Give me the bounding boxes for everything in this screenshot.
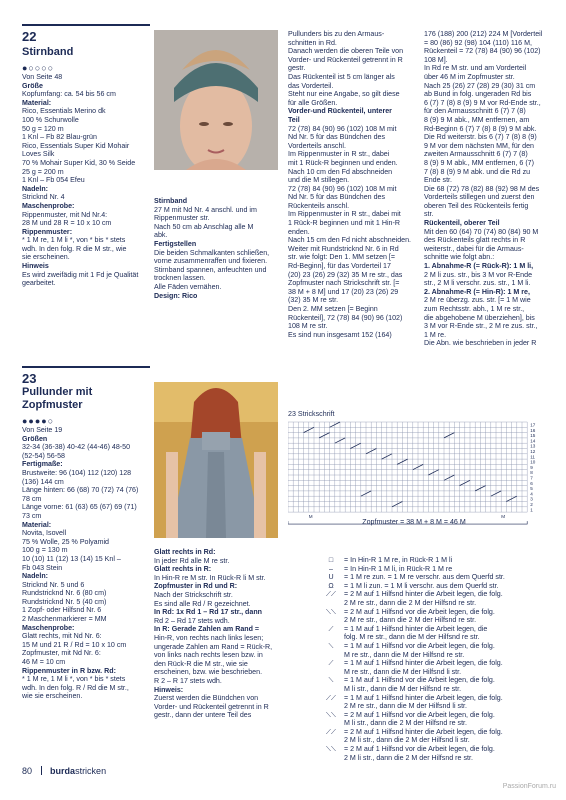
stitch-symbol-icon: U: [328, 573, 334, 582]
text-line: Nach 25 (26) 27 (28) 29 (30) 31 cm: [424, 81, 536, 90]
stitch-symbol-icon: ⟋: [328, 624, 334, 633]
legend-text: [344, 711, 558, 728]
text-line: 1 M re.: [424, 330, 447, 339]
legend-text: [344, 728, 558, 745]
legend-text: [344, 582, 558, 591]
chart-row-number: 4: [530, 491, 533, 497]
text-line: vorne zusammenraffen und fixieren.: [154, 257, 268, 266]
text-line: * 1 M re, 1 M li *, von * bis * stets: [22, 236, 126, 245]
text-line: (32) 35 M re str.: [288, 296, 339, 305]
section-title-line1: Pullunder mit: [22, 386, 93, 398]
text-line: Rd-Beginn], für das Vorderteil 17: [288, 262, 391, 271]
chart-row-number: 16: [530, 427, 536, 433]
footer-divider: [41, 766, 42, 775]
legend-text: [344, 745, 558, 762]
text-line: Ende str.: [424, 176, 452, 185]
text-line: zweiten Armausschnitt 6 (7) 7 (8): [424, 150, 528, 159]
text-line: Im Rippenmuster in R str., dabei: [288, 150, 390, 159]
subheading: Fertigmaße:: [22, 460, 63, 469]
stitch-symbol-icon: ⟍⟍: [326, 710, 336, 719]
text-line: (52-54) 56-58: [22, 451, 65, 460]
stitch-symbol-icon: ⟍⟍: [326, 607, 336, 616]
legend-text: [344, 694, 558, 711]
text-line: des Rückenteils glatt rechts in R: [424, 236, 526, 245]
text-line: erscheinen, bzw. wie beschrieben.: [154, 668, 263, 677]
legend-text: [344, 625, 558, 642]
subheading: Größe: [22, 81, 43, 90]
subheading: In R: Gerade Zahlen am Rand =: [154, 625, 260, 634]
text-line: Zopfmuster nach Strickschrift str. [=: [288, 279, 400, 288]
chart-marker-label: M: [501, 514, 506, 520]
legend-line: = 2 M auf 1 Hilfsnd hinter die Arbeit legen, die folg.: [344, 590, 503, 599]
text-line: 78 cm: [22, 494, 42, 503]
text-column-4: [424, 30, 560, 348]
subheading: Vorder-und Rückenteil, unterer: [288, 107, 392, 116]
text-line: 100 g = 130 m: [22, 546, 68, 555]
brand-suffix: stricken: [75, 766, 107, 776]
text-line: Rd 2 – Rd 17 stets wdh.: [154, 616, 230, 625]
text-line: wdh. In den folg. R / Rd die M str.,: [22, 683, 129, 692]
text-block: [154, 686, 282, 720]
legend-row: [318, 659, 558, 676]
text-line: mit 1 Rück-R beginnen und enden.: [288, 158, 398, 167]
stitch-symbol-icon: ⟍: [328, 641, 334, 650]
text-line: weiterstr., dabei für die Armaus-: [424, 244, 524, 253]
text-line: Es sind alle Rd / R gezeichnet.: [154, 599, 251, 608]
text-line: ungerade Zahlen am Rand = Rück-R,: [154, 642, 273, 651]
chart-row-number: 1: [530, 507, 533, 513]
text-line: = 80 (86) 92 (98) 104 (110) 116 M,: [424, 38, 532, 47]
subheading: Maschenprobe:: [22, 623, 75, 632]
text-line: str., 2 M li verschr. zus. str., 1 M li.: [424, 279, 531, 288]
stitch-symbol-icon: Ω: [328, 581, 334, 590]
legend-line: = In Hin-R 1 M re, in Rück-R 1 M li: [344, 556, 453, 564]
legend-row: [318, 642, 558, 659]
text-line: ab Bund in folg. ungeraden Rd bis: [424, 90, 532, 99]
subheading: Glatt rechts in R:: [154, 565, 212, 574]
text-line: Novita, Isovell: [22, 529, 67, 538]
legend-row: [318, 745, 558, 762]
legend-line: M li str., dann die 2 M der Hilfsnd re str.: [344, 719, 468, 728]
legend-line: = 1 M auf 1 Hilfsnd hinter die Arbeit legen, die: [344, 624, 488, 633]
text-line: und die M stillegen.: [288, 176, 350, 185]
text-line: zum Rechtsstr. abh., 1 M re str.,: [424, 305, 525, 313]
chart-row-number: 5: [530, 486, 533, 492]
legend-line: = 2 M auf 1 Hilfsnd vor die Arbeit legen, die folg.: [344, 710, 495, 719]
text-block: [288, 90, 418, 107]
text-line: Mit den 60 (64) 70 (74) 80 (84) 90 M: [424, 227, 539, 236]
text-block: [288, 30, 418, 90]
text-line: Die Abn. wie beschrieben in jeder R: [424, 339, 537, 348]
text-line: Rundstricknd Nr. 6 (80 cm): [22, 589, 107, 598]
text-line: schnitte wie folgt abn.:: [424, 253, 495, 262]
subheading: Material:: [22, 98, 52, 107]
text-line: 108 M].: [424, 55, 448, 64]
legend-line: = 1 M re zun. = 1 M re verschr. aus dem Querfd str.: [344, 573, 505, 582]
text-line: 2 M re überzg. zus. str. [= 1 M wie: [424, 296, 531, 305]
subheading: 2. Abnahme-R (= Hin-R): 1 M re,: [424, 287, 530, 296]
text-line: Rd-Beginn 6 (7) 7 (8) 8 (9) 9 M abk.: [424, 124, 537, 133]
legend-line: = 2 M auf 1 Hilfsnd vor die Arbeit legen, die folg.: [344, 745, 495, 754]
text-blocks: [154, 197, 282, 300]
text-line: 2 M li zus. str., bis 3 M vor R-Ende: [424, 270, 533, 279]
brand-name: burda: [50, 766, 76, 776]
section-23-col2: [154, 548, 282, 720]
text-line: Vorderteils anschl.: [288, 141, 346, 150]
chart-caption: Zopfmuster = 38 M + 8 M = 46 M: [362, 518, 466, 526]
subheading: Stirnband: [154, 197, 188, 205]
chart-row-number: 2: [530, 502, 533, 507]
legend-text: [344, 565, 558, 574]
legend-text: [344, 676, 558, 693]
text-block: [154, 292, 282, 301]
text-line: 6 (7) 7 (8) 8 (9) 9 M vor Rd-Ende str.,: [424, 98, 541, 107]
text-line: Es wird zweifädig mit 1 Fd je Qualität: [22, 270, 139, 279]
stitch-symbol-icon: ⟋⟋: [326, 590, 336, 599]
text-line: gearbeitet.: [22, 279, 56, 288]
pullunder-photo: [154, 382, 278, 538]
legend-row: [318, 728, 558, 745]
text-line: Das Rückenteil ist 5 cm länger als: [288, 72, 395, 81]
text-line: sie erscheinen.: [22, 253, 70, 262]
text-line: Danach werden die oberen Teile von: [288, 47, 404, 56]
text-line: 1 Knl – Fb 054 Efeu: [22, 176, 85, 185]
text-block: [154, 240, 282, 266]
text-line: 108 M re str.: [288, 322, 328, 331]
text-block: [22, 435, 150, 667]
difficulty-rating: ●○○○○: [22, 63, 55, 73]
chart-row-number: 8: [530, 470, 533, 476]
text-line: 176 (188) 200 (212) 224 M [Vorderteil: [424, 30, 543, 38]
stitch-symbol-icon: □: [328, 556, 334, 564]
text-line: Nd Nr. 5 für das Bündchen des: [288, 193, 386, 202]
subheading: Zopfmuster in Rd und R:: [154, 582, 238, 591]
legend-line: 2 M re str., dann die 2 M der Hilfsnd re str.: [344, 598, 477, 607]
text-block: [154, 548, 282, 582]
text-line: Rico, Essentials Merino dk: [22, 107, 106, 116]
text-line: (136) 144 cm: [22, 477, 64, 486]
text-line: 100 % Schurwolle: [22, 115, 79, 124]
legend-text: [344, 642, 558, 659]
legend-text: [344, 590, 558, 607]
text-line: abk.: [154, 231, 168, 240]
text-line: (20) 23 (26) 29 (32) 35 M re str., das: [288, 270, 403, 279]
text-line: Alle Fäden vernähen.: [154, 282, 222, 291]
text-line: Vorder- und Rückenteil getrennt in R: [288, 55, 403, 64]
text-line: 38 M + 8 M] und 17 (20) 23 (26) 29: [288, 287, 399, 296]
section-23-col1: [22, 372, 150, 701]
text-line: Länge hinten: 66 (68) 70 (72) 74 (76): [22, 486, 139, 495]
text-blocks: [288, 30, 418, 339]
text-line: str.: [424, 210, 434, 219]
page-footer: [22, 766, 106, 776]
legend-line: M re str., dann die M der Hilfsnd li str.: [344, 667, 462, 676]
text-block: [154, 197, 282, 240]
legend-text: [344, 608, 558, 625]
legend-line: = In Hin-R 1 M li, in Rück-R 1 M re: [344, 564, 453, 573]
chart-row-number: 10: [530, 459, 536, 465]
legend-row: [318, 694, 558, 711]
text-blocks: [22, 82, 150, 288]
text-line: str. wie folgt: Den 1. MM setzen [=: [288, 253, 396, 262]
subheading: Material:: [22, 520, 52, 529]
text-line: Die Rd weiterstr. bis 6 (7) 7 (8) 8 (9): [424, 133, 537, 142]
text-line: 32-34 (36-38) 40-42 (44-46) 48-50: [22, 443, 131, 452]
section-title-line2: Zopfmuster: [22, 399, 83, 411]
text-line: Rippenmuster str.: [154, 214, 210, 223]
legend-row: [318, 625, 558, 642]
chart-row-number: 14: [530, 438, 536, 444]
text-line: Fb 043 Stein: [22, 563, 63, 572]
text-line: 27 M mit Nd Nr. 4 anschl. und im: [154, 205, 257, 214]
legend-text: [344, 556, 558, 565]
chart-row-number: 7: [530, 475, 533, 481]
text-line: 2 Maschenmarkierer = MM: [22, 615, 107, 624]
subheading: Design: Rico: [154, 291, 198, 300]
text-line: gestr.: [288, 64, 306, 73]
text-line: schnitten in Rd.: [288, 38, 337, 47]
legend-line: = 1 M auf 1 Hilfsnd hinter die Arbeit legen, die folg.: [344, 659, 503, 668]
text-line: Rundstricknd Nr. 5 (40 cm): [22, 597, 107, 606]
text-line: Den 2. MM setzen [= Beginn: [288, 305, 378, 313]
chart-marker-label: M: [308, 514, 313, 520]
legend-row: [318, 711, 558, 728]
text-line: Im Rippenmuster in R str., dabei mit: [288, 210, 401, 219]
text-block: [154, 582, 282, 685]
section-title: Stirnband: [22, 46, 74, 58]
legend-line: M re str., dann die M der Hilfsnd re str.: [344, 650, 465, 659]
stitch-symbol-icon: ⟋⟋: [326, 693, 336, 702]
text-line: 3 M vor R-Ende str., 2 M re zus. str.,: [424, 322, 538, 331]
text-blocks: [424, 30, 560, 348]
text-block: [22, 82, 150, 228]
text-line: * 1 M re, 1 M li *, von * bis * stets: [22, 675, 126, 684]
text-line: das Vorderteil.: [288, 81, 334, 90]
subheading: Glatt rechts in Rd:: [154, 548, 216, 556]
chart-row-number: 6: [530, 480, 533, 486]
text-line: gestr., dann der untere Teil des: [154, 711, 252, 720]
text-line: Glatt rechts, mit Nd Nr. 6:: [22, 632, 102, 641]
text-line: Rico, Essentials Super Kid Mohair: [22, 141, 130, 150]
legend-line: = 1 M auf 1 Hilfsnd vor die Arbeit legen, die folg.: [344, 641, 495, 650]
subheading: Maschenprobe:: [22, 201, 75, 210]
text-line: 7 (8) 8 (9) 9 M abk. und die Rd zu: [424, 167, 531, 176]
text-line: 9 M vor dem nächsten MM, für den: [424, 141, 534, 150]
text-block: [22, 667, 150, 701]
subheading: Fertigstellen: [154, 239, 197, 248]
text-line: 28 M und 28 R = 10 x 10 cm: [22, 219, 112, 228]
text-line: Die 68 (72) 78 (82) 88 (92) 98 M des: [424, 184, 540, 193]
text-line: In jeder Rd alle M re str.: [154, 556, 230, 565]
stitch-symbol-icon: ⟍⟍: [326, 745, 336, 754]
text-line: den Rück-R die M str., wie sie: [154, 659, 248, 668]
subheading: Größen: [22, 434, 48, 443]
text-line: Steht nur eine Angabe, so gilt diese: [288, 90, 400, 99]
text-line: 25 g = 200 m: [22, 167, 64, 176]
legend-line: folg. M re str., dann die M der Hilfsnd re str.: [344, 633, 480, 642]
text-line: trocknen lassen.: [154, 274, 206, 283]
page-number: 80: [22, 766, 33, 776]
text-line: Stirnband spannen, anfeuchten und: [154, 265, 267, 274]
legend-line: = 1 M li zun. = 1 M li verschr. aus dem Querfd str.: [344, 581, 499, 590]
text-line: für den Armausschnitt 6 (7) 7 (8): [424, 107, 526, 116]
subheading: Hinweis: [22, 262, 49, 271]
subheading: 1. Abnahme-R (= Rück-R): 1 M li,: [424, 262, 534, 271]
text-line: über 46 M im Zopfmuster str.: [424, 72, 515, 81]
text-line: Rückenteils anschl.: [288, 201, 350, 210]
subheading: Rückenteil, oberer Teil: [424, 219, 500, 228]
legend-row: [318, 676, 558, 693]
chart-row-number: 12: [530, 449, 536, 454]
text-block: [22, 228, 150, 262]
subheading: Rippenmuster:: [22, 227, 73, 236]
section-rule: [22, 366, 150, 368]
text-line: Pullunders bis zu den Armaus-: [288, 30, 385, 38]
text-line: Brustweite: 96 (104) 112 (120) 128: [22, 468, 132, 477]
legend-row: [318, 590, 558, 607]
text-line: In Rd re M str. und am Vorderteil: [424, 64, 527, 73]
text-line: Loves Silk: [22, 150, 55, 159]
text-block: [424, 219, 560, 348]
legend-row: [318, 565, 558, 574]
text-block: [154, 283, 282, 292]
chart-row-number: 11: [530, 454, 535, 460]
text-block: [22, 262, 150, 288]
text-blocks: [22, 435, 150, 701]
legend-line: 2 M re str., dann die M der Hilfsnd li str.: [344, 702, 468, 711]
chart-row-number: 13: [530, 443, 536, 449]
section-number: 23: [22, 371, 37, 386]
legend-row: [318, 573, 558, 582]
subheading: Nadeln:: [22, 572, 49, 581]
text-line: R 2 – R 17 stets wdh.: [154, 676, 222, 685]
chart-row-number: 3: [530, 496, 533, 502]
chart-title: 23 Strickschrift: [288, 410, 335, 418]
legend-row: [318, 608, 558, 625]
legend-text: [344, 573, 558, 582]
text-blocks: [154, 548, 282, 720]
text-line: Rippenmuster, mit Nd Nr.4:: [22, 210, 108, 219]
text-line: von links nach rechts lesen bzw. in: [154, 651, 263, 660]
difficulty-rating: ●●●●○: [22, 416, 55, 426]
chart-row-number: 9: [530, 464, 533, 470]
text-line: 72 (78) 84 (90) 96 (102) 108 M mit: [288, 184, 397, 193]
text-line: Nd Nr. 5 für das Bündchen des: [288, 133, 386, 142]
subheading: Nadeln:: [22, 184, 49, 193]
section-rule: [22, 24, 150, 26]
text-line: Zopfmuster, mit Nd Nr. 6:: [22, 649, 101, 658]
text-line: 15 M und 21 R / Rd = 10 x 10 cm: [22, 640, 127, 649]
subheading: Hinweis:: [154, 685, 184, 694]
stitch-symbol-icon: –: [329, 564, 333, 573]
text-line: Nach 10 cm den Fd abschneiden: [288, 167, 393, 176]
text-line: 73 cm: [22, 511, 42, 520]
text-line: wie sie erscheinen.: [22, 692, 83, 701]
text-column-3: [288, 30, 418, 339]
legend-row: [318, 556, 558, 565]
section-number: 22: [22, 29, 37, 44]
subheading: In Rd: 1x Rd 1 – Rd 17 str., dann: [154, 608, 263, 617]
text-line: Nach der Strickschrift str.: [154, 590, 233, 599]
text-line: 46 M = 10 cm: [22, 658, 66, 667]
text-line: 70 % Mohair Super Kid, 30 % Seide: [22, 158, 136, 167]
text-line: Weiter mit Rundstricknd Nr. 6 in Rd: [288, 244, 399, 253]
text-line: Rückenteil = 72 (78) 84 (90) 96 (102): [424, 47, 541, 56]
text-line: 75 % Wolle, 25 % Polyamid: [22, 537, 110, 546]
page-reference: Von Seite 48: [22, 73, 63, 81]
legend-text: [344, 659, 558, 676]
text-line: In Hin-R re M str. In Rück-R li M str.: [154, 573, 266, 582]
text-line: die abgehobene M überziehen], bis: [424, 313, 535, 322]
legend-line: = 1 M auf 1 Hilfsnd vor die Arbeit legen, die folg.: [344, 676, 495, 685]
text-line: Stricknd Nr. 4: [22, 193, 65, 202]
symbol-legend: [318, 556, 558, 762]
text-line: Nach 15 cm den Fd nicht abschneiden.: [288, 236, 412, 245]
stitch-symbol-icon: ⟋⟋: [326, 727, 336, 736]
text-line: Vorder- und Rückenteil getrennt in R: [154, 702, 269, 711]
section-22-col2: [154, 197, 282, 300]
text-line: oberen Teil des Rückenteils fertig: [424, 201, 529, 210]
text-line: Stricknd Nr. 5 und 6: [22, 580, 85, 589]
legend-line: = 2 M auf 1 Hilfsnd vor die Arbeit legen, die folg.: [344, 607, 495, 616]
text-line: enden.: [288, 227, 310, 236]
text-line: Nach 50 cm ab Anschlag alle M: [154, 222, 254, 231]
subheading: Teil: [288, 115, 300, 124]
legend-line: 2 M li str., dann die 2 M der Hilfsnd re str.: [344, 753, 473, 762]
legend-line: = 2 M auf 1 Hilfsnd hinter die Arbeit legen, die folg.: [344, 727, 503, 736]
text-block: [424, 30, 560, 219]
text-block: [154, 266, 282, 283]
legend-row: [318, 582, 558, 591]
legend-line: M li str., dann die M der Hilfsnd re str.: [344, 684, 462, 693]
watermark: PassionForum.ru: [502, 783, 556, 790]
text-line: Es sind nun insgesamt 152 (164): [288, 330, 392, 339]
page-reference: Von Seite 19: [22, 426, 63, 434]
legend-line: = 1 M auf 1 Hilfsnd hinter die Arbeit legen, die folg.: [344, 693, 503, 702]
text-line: Rückenteil], 72 (78) 84 (90) 96 (102): [288, 313, 403, 322]
text-line: 50 g = 120 m: [22, 124, 64, 133]
legend-line: 2 M re str., dann die 2 M der Hilfsnd re str.: [344, 616, 477, 625]
text-line: 72 (78) 84 (90) 96 (102) 108 M mit: [288, 124, 397, 133]
stitch-symbol-icon: ⟋: [328, 659, 334, 668]
text-block: [288, 107, 418, 339]
legend-line: 2 M li str., dann die 2 M der Hilfsnd li str.: [344, 736, 470, 745]
text-line: 8 (9) 9 M abk., MM entfernen, am: [424, 115, 530, 124]
text-line: 1 Zopf- oder Hilfsnd Nr. 6: [22, 606, 102, 615]
text-line: 8 (9) 9 M abk., MM entfernen, 6 (7): [424, 158, 534, 167]
text-line: Kopfumfang: ca. 54 bis 56 cm: [22, 90, 116, 99]
text-line: für alle Größen.: [288, 98, 338, 107]
chart-row-number: 15: [530, 433, 536, 439]
text-line: 10 (10) 11 (12) 13 (14) 15 Knl –: [22, 554, 121, 563]
text-line: 1 Knl – Fb 82 Blau-grün: [22, 133, 97, 142]
text-line: Zuerst werden die Bündchen von: [154, 694, 259, 703]
headband-photo: [154, 30, 278, 170]
stitch-symbol-icon: ⟍: [328, 676, 334, 685]
subheading: Rippenmuster in R bzw. Rd:: [22, 666, 116, 675]
text-line: Vorderteils stillegen und zuerst den: [424, 193, 535, 202]
section-22-col1: [22, 30, 150, 288]
text-line: 1 Rück-R beginnen und mit 1 Hin-R: [288, 219, 400, 228]
text-line: Hin-R, von rechts nach links lesen;: [154, 633, 264, 642]
text-line: wdh. In den folg. R die M str., wie: [22, 244, 127, 253]
text-line: Länge vorne: 61 (63) 65 (67) 69 (71): [22, 503, 137, 512]
text-line: Die beiden Schmalkanten schließen,: [154, 248, 270, 257]
chart-row-number: 17: [530, 422, 536, 428]
